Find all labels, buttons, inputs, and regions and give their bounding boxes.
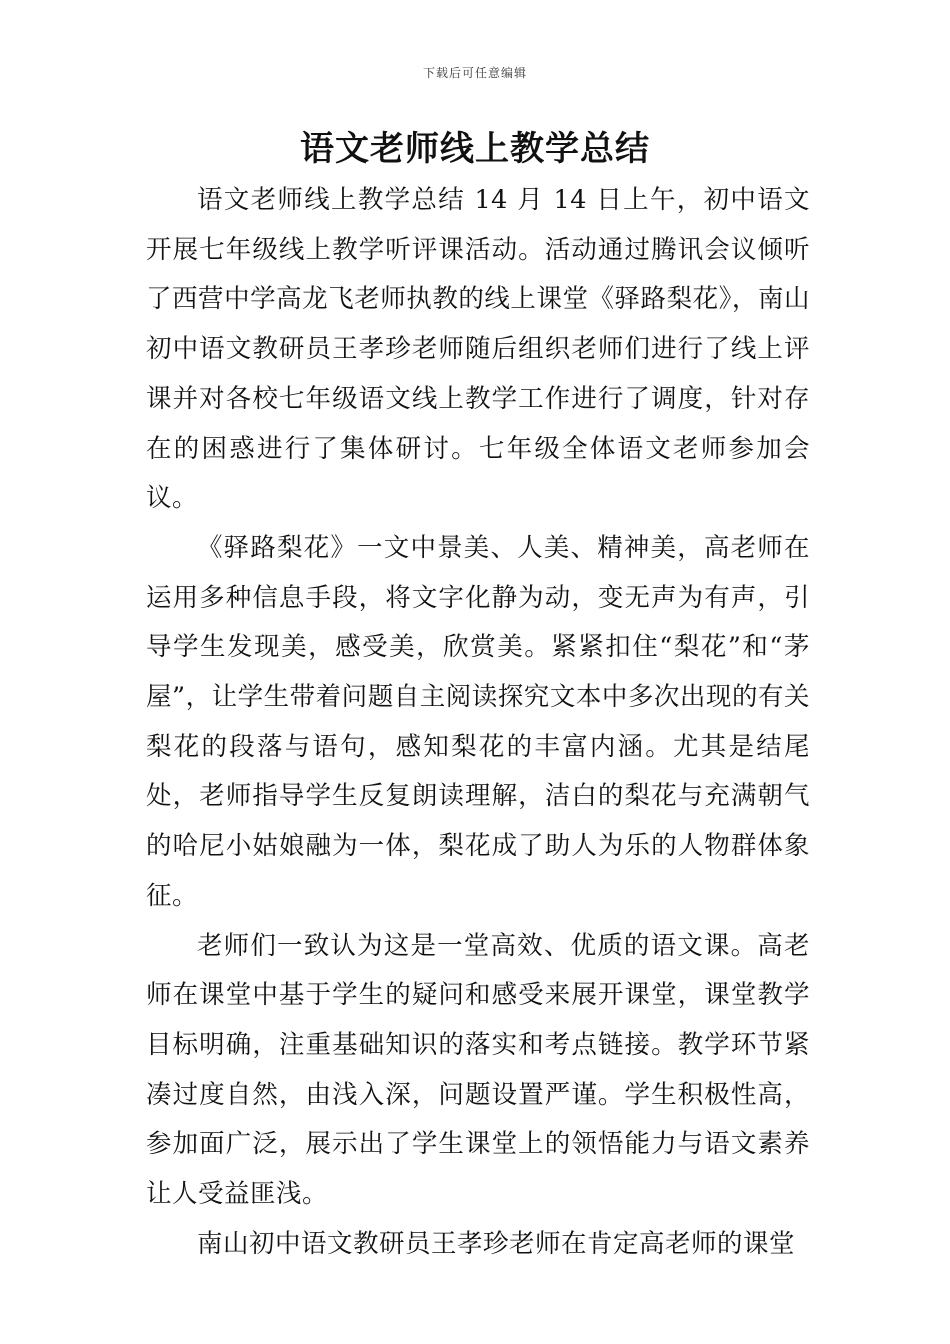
document-title: 语文老师线上教学总结 (300, 129, 650, 169)
paragraph: 《驿路梨花》一文中景美、人美、精神美，高老师在运用多种信息手段，将文字化静为动，变无声为有声，引导学生发现美，感受美，欣赏美。紧紧扣住“梨花”和“茅屋”，让学生带着问题自主阅读探究文本中多次出现的有关梨花的段落与语句，感知梨花的丰富内涵。尤其是结尾处，老师指导学生反复朗读理解，洁白的梨花与充满朝气的哈尼小姑娘融为一体，梨花成了助人为乐的人物群体象征。 (146, 532, 810, 911)
header-note: 下载后可任意编辑 (422, 66, 527, 80)
paragraph: 语文老师线上教学总结 14 月 14 日上午，初中语文开展七年级线上教学听评课活动。活动通过腾讯会议倾听了西营中学高龙飞老师执教的线上课堂《驿路梨花》，南山初中语文教研员王孝珍老师随后组织老师们进行了线上评课并对各校七年级语文线上教学工作进行了调度，针对存在的困惑进行了集体研讨。七年级全体语文老师参加会议。 (146, 185, 810, 514)
document-body (146, 176, 810, 1269)
paragraph: 老师们一致认为这是一堂高效、优质的语文课。高老师在课堂中基于学生的疑问和感受来展开课堂，课堂教学目标明确，注重基础知识的落实和考点链接。教学环节紧凑过度自然，由浅入深，问题设置严谨。学生积极性高，参加面广泛，展示出了学生课堂上的领悟能力与语文素养让人受益匪浅。 (146, 930, 810, 1210)
paragraph: 南山初中语文教研员王孝珍老师在肯定高老师的课堂 (197, 1228, 796, 1259)
